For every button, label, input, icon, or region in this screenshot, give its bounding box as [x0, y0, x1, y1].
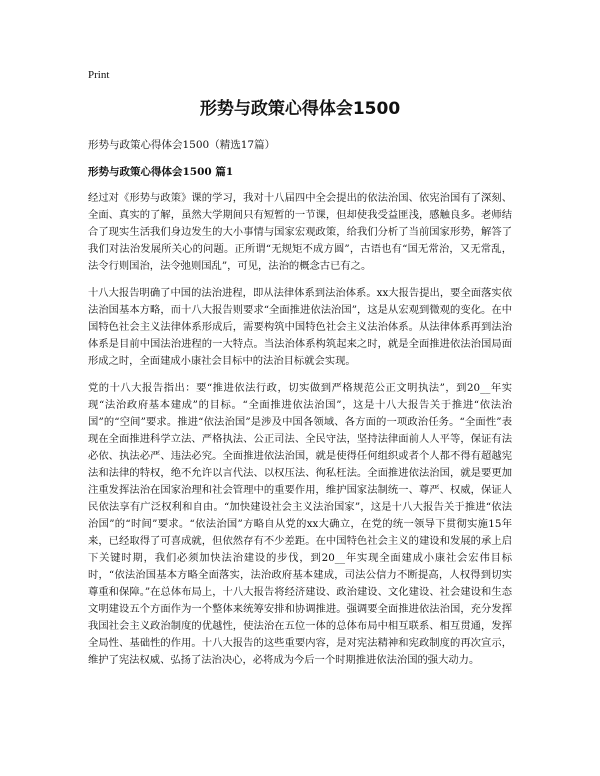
document-subtitle: 形势与政策心得体会1500（精选17篇）	[88, 139, 276, 151]
section-heading: 形势与政策心得体会1500 篇1	[88, 166, 234, 178]
paragraph-1: 经过对《形势与政策》课的学习，我对十八届四中全会提出的依法治国、依宪治国有了深刻、全面、真实的了解，虽然大学期间只有短暂的一节课，但却使我受益匪浅，感触良多。老师结合了现实生活我们身边发生的大小事情与国家宏观政策，给我们分析了当前国家形势，解答了我们对法治发展所关心的问题。正所谓“无规矩不成方圆”，古语也有“国无常治，又无常乱，法令行则国治，法令弛则国乱”，可见，法治的概念古已有之。	[88, 192, 512, 272]
paragraph-2: 十八大报告明确了中国的法治进程，即从法律体系到法治体系。xx大报告提出，要全面落实依法治国基本方略，而十八大报告则要求“全面推进依法治国”，这是从宏观到微观的变化。在中国特色社会主义法律体系形成后，需要构筑中国特色社会主义法治体系。从法律体系再到法治体系是目前中国法治进程的一大特点。当法治体系构筑起来之时，就是全面推进依法治国局面形成之时，全面建成小康社会目标中的法治目标就会实现。	[88, 287, 512, 367]
paragraph-3: 党的十八大报告指出：要“推进依法行政，切实做到严格规范公正文明执法”，到20__年实现“法治政府基本建成”的目标。“全面推进依法治国”，这是十八大报告关于推进“依法治国”的“空间”要求。推进“依法治国”是涉及中国各领域、各方面的一项政治任务。“全面性”表现在全面推进科学立法、严格执法、公正司法、全民守法，坚持法律面前人人平等，保证有法必依、执法必严、违法必究。全面推进依法治国，就是使得任何组织或者个人都不得有超越宪法和法律的特权，绝不允许以言代法、以权压法、徇私枉法。全面推进依法治国，就是要更加注重发挥法治在国家治理和社会管理中的重要作用，维护国家法制统一、尊严、权威，保证人民依法享有广泛权利和自由。“加快建设社会主义法治国家”，这是十八大报告关于推进“依法治国”的“时间”要求。“依法治国”方略自从党的xx大确立，在党的统一领导下贯彻实施15年来，已经取得了可喜成就，但依然存有不少差距。在中国特色社会主义的建设和发展的承上启下关键时期，我们必须加快法治建设的步伐，到20__年实现全面建成小康社会宏伟目标时，“依法治国基本方略全面落实，法治政府基本建成，司法公信力不断提高，人权得到切实尊重和保障。”在总体布局上，十八大报告将经济建设、政治建设、文化建设、社会建设和生态文明建设五个方面作为一个整体来统筹安排和协调推进。强调要全面推进依法治国，充分发挥我国社会主义政治制度的优越性，使法治在五位一体的总体布局中相互联系、相互贯通，发挥全局性、基础性的作用。十八大报告的这些重要内容，是对宪法精神和宪政制度的再次宣示，维护了宪法权威、弘扬了法治决心，必将成为今后一个时期推进依法治国的强大动力。	[88, 382, 512, 666]
print-label: Print	[88, 69, 110, 81]
document-title: 形势与政策心得体会1500	[199, 99, 401, 119]
